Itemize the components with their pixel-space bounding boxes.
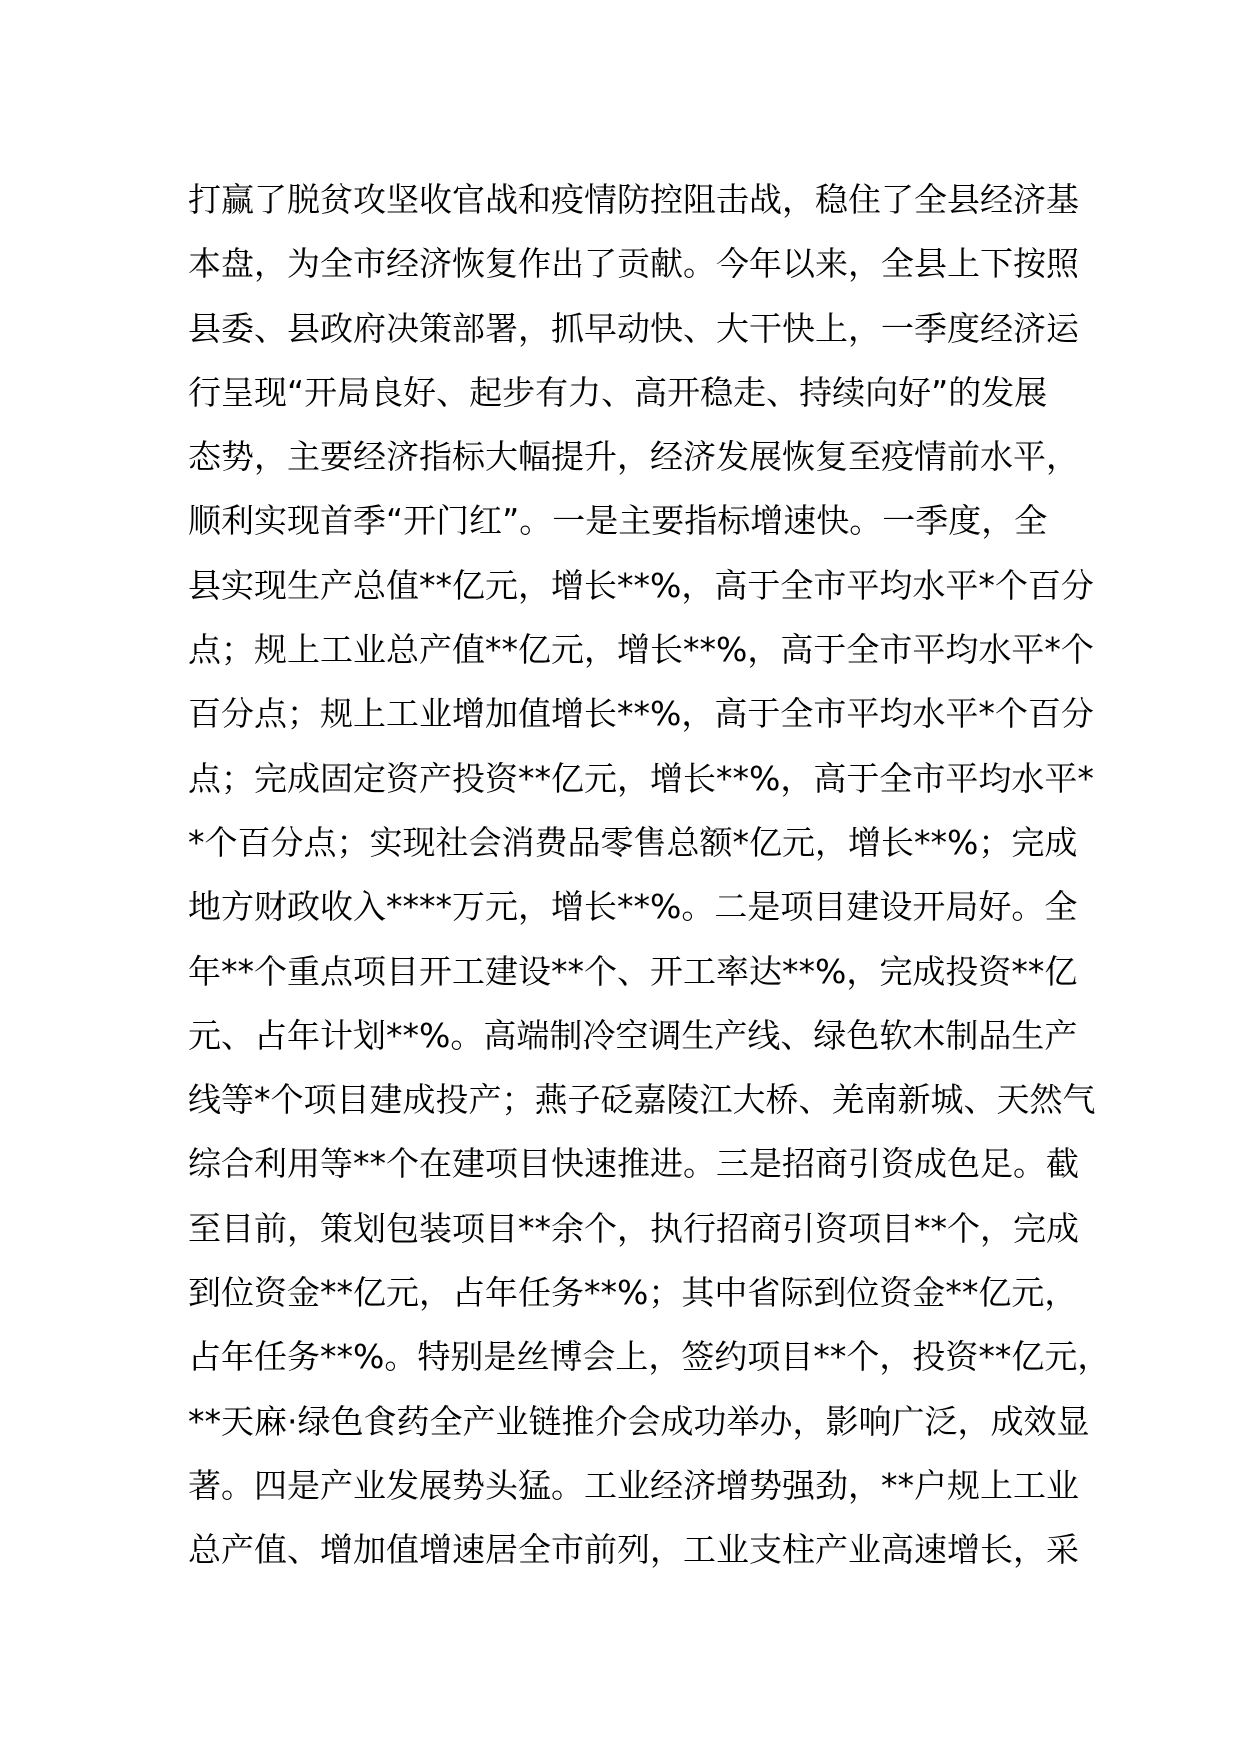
text-line-18: 到位资金**亿元，占年任务**%；其中省际到位资金**亿元， [188,1273,1078,1313]
text-line-12: 地方财政收入****万元，增长**%。二是项目建设开局好。全 [188,887,1078,927]
text-line-1: 打赢了脱贫攻坚收官战和疫情防控阻击战，稳住了全县经济基 [188,180,1079,219]
text-line-10: 点；完成固定资产投资**亿元，增长**%，高于全市平均水平* [188,758,1094,798]
text-line-19: 占年任务**%。特别是丝博会上，签约项目**个，投资**亿元， [188,1337,1111,1377]
body-text [188,168,1111,1583]
text-line-20: **天麻·绿色食药全产业链推介会成功举办，影响广泛，成效显 [188,1401,1090,1441]
text-line-14: 元、占年计划**%。高端制冷空调生产线、绿色软木制品生产 [188,1015,1078,1055]
text-line-7: 县实现生产总值**亿元，增长**%，高于全市平均水平*个百分 [188,565,1094,605]
text-line-17: 至目前，策划包装项目**余个，执行招商引资项目**个，完成 [188,1208,1079,1248]
text-line-6: 顺利实现首季“开门红”。一是主要指标增速快。一季度，全 [188,501,1048,541]
text-line-13: 年**个重点项目开工建设**个、开工率达**%，完成投资**亿 [188,951,1078,991]
text-line-4: 行呈现“开局良好、起步有力、高开稳走、持续向好”的发展 [188,372,1048,412]
text-line-8: 点；规上工业总产值**亿元，增长**%，高于全市平均水平*个 [188,630,1094,670]
text-line-3: 县委、县政府决策部署，抓早动快、大干快上，一季度经济运 [188,308,1079,348]
text-line-9: 百分点；规上工业增加值增长**%，高于全市平均水平*个百分 [188,694,1094,734]
text-line-5: 态势，主要经济指标大幅提升，经济发展恢复至疫情前水平， [188,437,1079,477]
text-line-22: 总产值、增加值增速居全市前列，工业支柱产业高速增长，采 [188,1530,1079,1570]
text-line-15: 线等*个项目建成投产；燕子砭嘉陵江大桥、羌南新城、天然气 [188,1080,1096,1120]
text-line-21: 著。四是产业发展势头猛。工业经济增势强劲，**户规上工业 [188,1465,1079,1505]
text-line-11: *个百分点；实现社会消费品零售总额*亿元，增长**%；完成 [188,822,1078,862]
text-line-2: 本盘，为全市经济恢复作出了贡献。今年以来，全县上下按照 [188,244,1079,284]
text-line-16: 综合利用等**个在建项目快速推进。三是招商引资成色足。截 [188,1144,1079,1184]
